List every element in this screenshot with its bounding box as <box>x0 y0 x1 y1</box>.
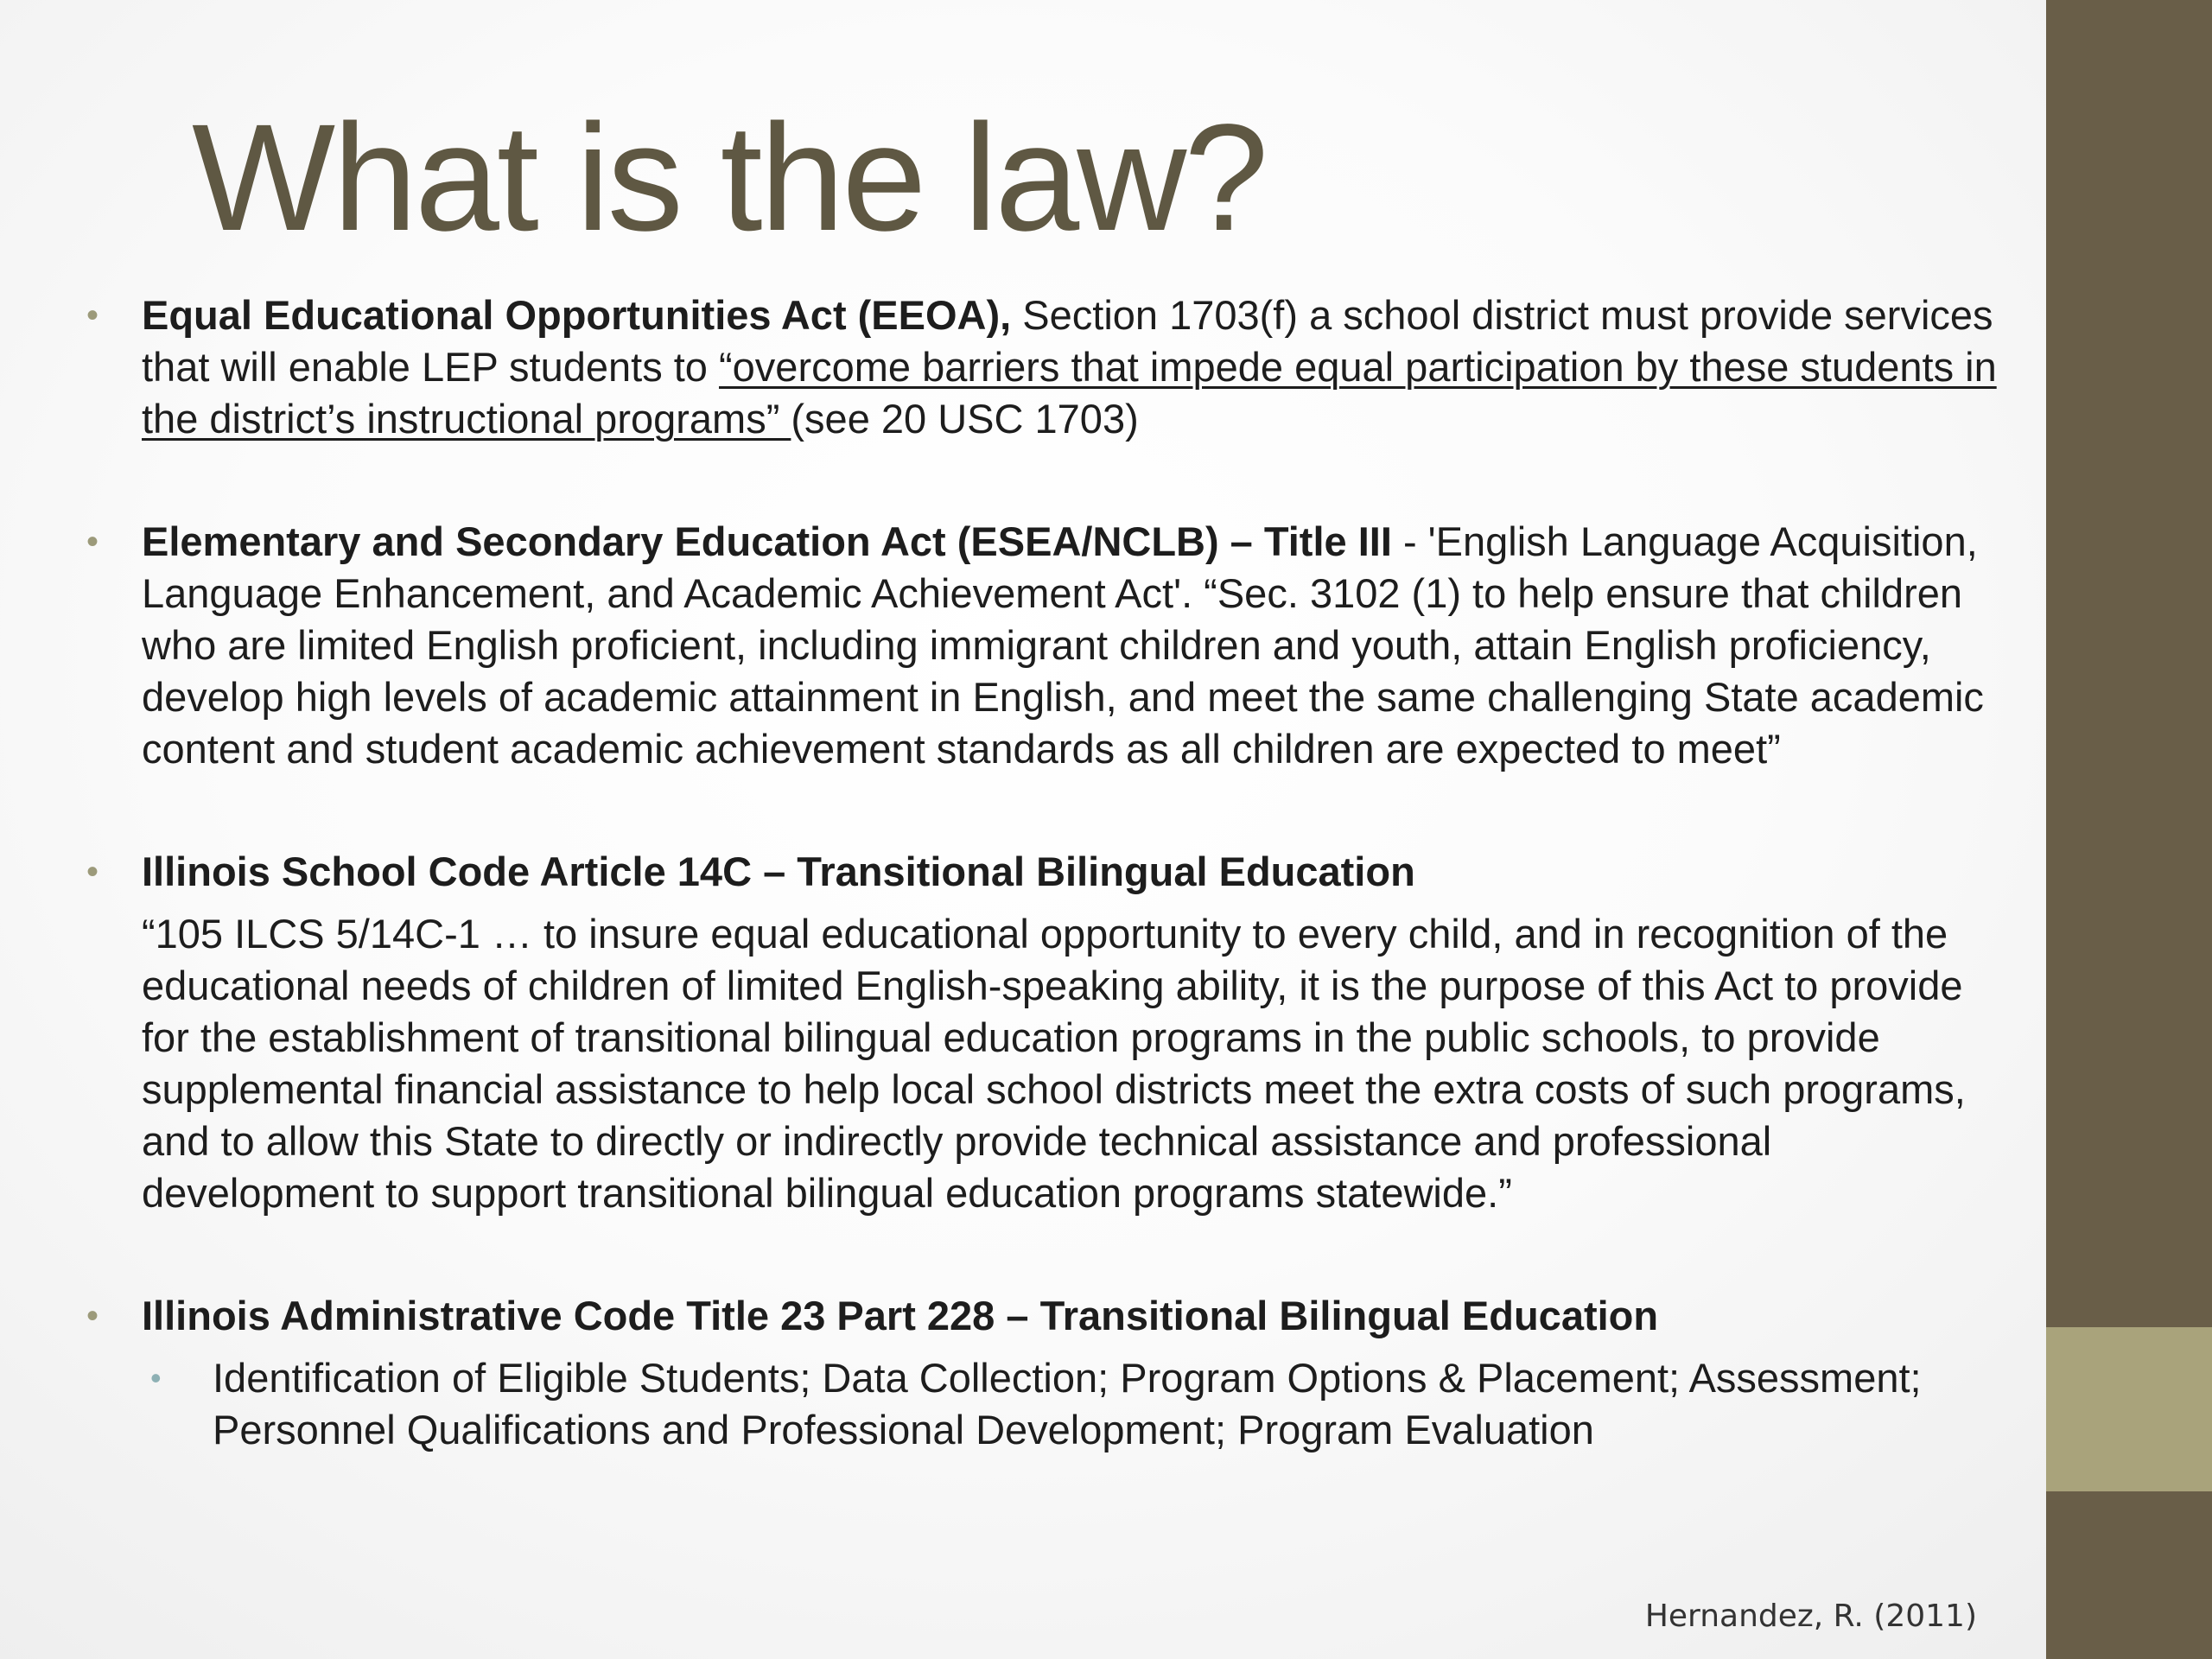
eeoa-quote: “overcome barriers that impede equal participation by these students in the district’s instructional programs” <box>142 344 1997 442</box>
school-code-quote: “105 ILCS 5/14C-1 … to insure equal educational opportunity to every child, and in recognition of the educational needs of children of limited English-speaking ability, it is the purpose of this Act to provide for the establishment of transitional bilingual education programs in the public schools, to provide supplemental financial assistance to help local school districts meet the extra costs of such programs, and to allow this State to directly or indirectly provide technical assistance and professional development to support transitional bilingual education programs statewide.” <box>142 911 1966 1216</box>
citation: Hernandez, R. (2011) <box>1644 1599 1977 1634</box>
admin-code-heading: Illinois Administrative Code Title 23 Part 228 – Transitional Bilingual Education <box>142 1293 1659 1338</box>
bullet-dot: • <box>86 523 99 561</box>
bullet-illinois-school-code <box>78 846 2013 1219</box>
bullet-dot: • <box>86 1297 99 1335</box>
bullet-esea <box>78 516 2013 775</box>
school-code-heading: Illinois School Code Article 14C – Transitional Bilingual Education <box>142 849 1415 894</box>
sub-bullet-dot: • <box>150 1360 162 1395</box>
eeoa-reference: (see 20 USC 1703) <box>791 396 1139 442</box>
admin-code-subitem <box>142 1352 2013 1456</box>
side-accent-block <box>2046 1327 2212 1491</box>
bullet-eeoa <box>78 289 2013 445</box>
bullet-illinois-admin-code <box>78 1290 2013 1456</box>
esea-heading: Elementary and Secondary Education Act (ESEA/NCLB) – Title III <box>142 518 1392 564</box>
bullet-dot: • <box>86 296 99 334</box>
esea-text: - 'English Language Acquisition, Language Enhancement, and Academic Achievement Act'. “Sec. 3102 (1) to help ensure that children who are limited English proficient, including immigrant children and youth, attain English proficiency, develop high levels of academic attainment in English, and meet the same challenging State academic content and student academic achievement standards as all children are expected to meet” <box>142 518 1984 772</box>
eeoa-heading: Equal Educational Opportunities Act (EEOA), <box>142 292 1012 338</box>
admin-code-topics: Identification of Eligible Students; Data Collection; Program Options & Placement; Assessment; Personnel Qualifications and Professional Development; Program Evaluation <box>213 1355 1922 1452</box>
slide-title: What is the law? <box>192 93 1267 263</box>
eeoa-text: Section 1703(f) a school district must provide services that will enable LEP students to <box>142 292 1993 390</box>
bullet-dot: • <box>86 853 99 891</box>
slide-content <box>78 289 2013 1456</box>
